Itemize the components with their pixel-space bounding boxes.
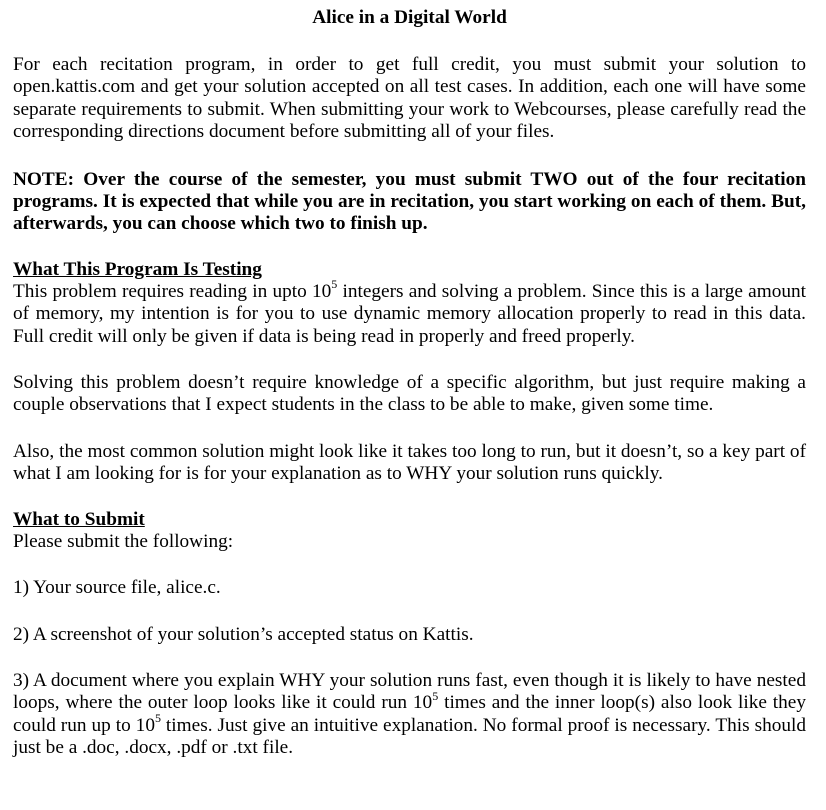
submit-item-3 [13,670,806,760]
submit-item-2: 2) A screenshot of your solution’s accepted status on Kattis. [13,623,474,645]
testing-paragraph-3: Also, the most common solution might look like it takes too long to run, but it doesn’t, so a key part of what I am looking for is for your explanation as to WHY your solution runs quickly. [13,440,806,485]
submit-heading: What to Submit [13,508,145,530]
submit-item3-text-a: 3) A document where you explain WHY your solution runs fast, even though it is likely to have nested loops, where the outer loop looks like it could run 10 [13,669,806,714]
submit-item3-exponent-2: 5 [154,711,161,726]
testing-p1-exponent: 5 [331,277,338,292]
submit-item3-text-b: times and the inner loop(s) also look like they could run up to 10 [13,692,806,736]
submit-item3-text-c: times. Just give an intuitive explanation. No formal proof is necessary. This should just be a .doc, .docx, .pdf or .txt file. [13,714,806,759]
testing-heading: What This Program Is Testing [13,258,262,280]
document-title: Alice in a Digital World [312,7,507,28]
note-paragraph: NOTE: Over the course of the semester, you must submit TWO out of the four recitation programs. It is expected that while you are in recitation, you start working on each of them. But, afterwards, you can choose which two to finish up. [13,168,806,235]
testing-p1-text-b: integers and solving a problem. Since this is a large amount of memory, my intention is for you to use dynamic memory allocation properly to read in this data. Full credit will only be given if data is being read in properly and freed properly. [13,280,806,347]
submit-item3-exponent-1: 5 [432,688,439,703]
testing-paragraph-2: Solving this problem doesn’t require knowledge of a specific algorithm, but just require making a couple observations that I expect students in the class to be able to make, given some time. [13,372,806,416]
intro-paragraph: For each recitation program, in order to get full credit, you must submit your solution to open.kattis.com and get your solution accepted on all test cases. In addition, each one will have some separate requirements to submit. When submitting your work to Webcourses, please carefully read the corresponding directions document before submitting all of your files. [13,54,806,143]
testing-p1-text-a: This problem requires reading in upto 10 [13,280,332,302]
submit-lead: Please submit the following: [13,530,234,552]
submit-item-1: 1) Your source file, alice.c. [13,577,221,599]
testing-paragraph-1 [13,277,806,348]
